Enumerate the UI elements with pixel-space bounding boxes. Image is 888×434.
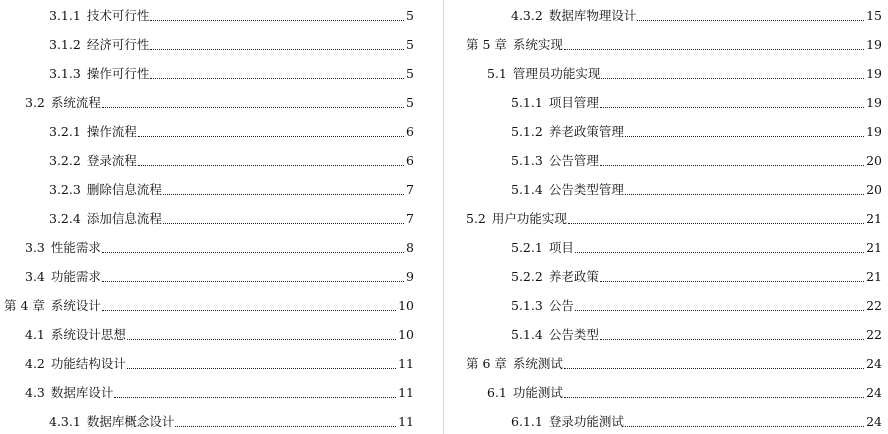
toc-entry-page: 5	[406, 66, 414, 81]
toc-entry-title: 登录功能测试	[548, 414, 624, 429]
toc-entry-page: 15	[866, 8, 882, 23]
toc-entry[interactable]	[25, 265, 414, 285]
toc-leader-dots	[138, 135, 404, 137]
toc-entry-page: 10	[398, 298, 414, 313]
toc-entry-title: 添加信息流程	[86, 211, 162, 226]
toc-entry-page: 19	[866, 124, 882, 139]
toc-entry-number: 3.1.3	[49, 66, 81, 81]
toc-leader-dots	[637, 19, 864, 21]
toc-entry[interactable]	[49, 120, 414, 140]
toc-leader-dots	[138, 164, 404, 166]
toc-leader-dots	[564, 396, 864, 398]
toc-entry-number: 第 6 章	[466, 356, 507, 371]
toc-entry-title: 系统流程	[50, 95, 101, 110]
toc-entry-title: 技术可行性	[86, 8, 150, 23]
toc-leader-dots	[600, 164, 864, 166]
toc-entry-number: 5.1.1	[511, 95, 543, 110]
toc-leader-dots	[150, 48, 404, 50]
toc-entry[interactable]	[511, 294, 882, 314]
toc-entry-number: 5.1.3	[511, 153, 543, 168]
toc-entry-page: 10	[398, 327, 414, 342]
toc-entry-number: 3.2.2	[49, 153, 81, 168]
toc-entry-number: 5.2	[466, 211, 486, 226]
toc-leader-dots	[600, 280, 864, 282]
toc-entry-title: 操作可行性	[86, 66, 150, 81]
toc-entry-title: 公告	[548, 298, 574, 313]
toc-entry-page: 24	[866, 414, 882, 429]
toc-entry-number: 6.1	[487, 385, 507, 400]
toc-entry-title: 项目	[548, 240, 574, 255]
toc-entry-page: 9	[406, 269, 414, 284]
toc-entry-title: 数据库设计	[50, 385, 114, 400]
toc-entry-title: 登录流程	[86, 153, 137, 168]
toc-entry[interactable]	[487, 62, 882, 82]
toc-entry-page: 7	[406, 211, 414, 226]
toc-entry[interactable]	[511, 149, 882, 169]
toc-entry-title: 经济可行性	[86, 37, 150, 52]
toc-entry-number: 5.2.1	[511, 240, 543, 255]
toc-entry-number: 第 4 章	[4, 298, 45, 313]
toc-entry-page: 22	[866, 327, 882, 342]
toc-entry-page: 6	[406, 124, 414, 139]
toc-entry-number: 5.1	[487, 66, 507, 81]
toc-entry-title: 管理员功能实现	[512, 66, 601, 81]
toc-entry[interactable]	[49, 207, 414, 227]
toc-entry-number: 3.2.4	[49, 211, 81, 226]
toc-entry[interactable]	[25, 381, 414, 401]
toc-leader-dots	[114, 396, 396, 398]
toc-entry[interactable]	[49, 62, 414, 82]
toc-leader-dots	[175, 425, 396, 427]
toc-entry-title: 系统设计思想	[50, 327, 126, 342]
toc-entry-page: 24	[866, 385, 882, 400]
toc-entry[interactable]	[511, 265, 882, 285]
toc-entry-page: 20	[866, 153, 882, 168]
toc-entry-page: 19	[866, 95, 882, 110]
toc-entry-page: 11	[398, 385, 414, 400]
toc-entry[interactable]	[511, 4, 882, 24]
toc-entry[interactable]	[25, 236, 414, 256]
toc-entry-title: 用户功能实现	[491, 211, 567, 226]
toc-entry-number: 4.3	[25, 385, 45, 400]
toc-entry-page: 22	[866, 298, 882, 313]
toc-entry-page: 21	[866, 269, 882, 284]
toc-leader-dots	[150, 77, 404, 79]
toc-entry-number: 5.1.4	[511, 327, 543, 342]
toc-entry[interactable]	[49, 410, 414, 430]
toc-entry-title: 系统测试	[512, 356, 563, 371]
toc-entry-title: 系统设计	[50, 298, 101, 313]
toc-entry[interactable]	[49, 4, 414, 24]
toc-entry[interactable]	[25, 323, 414, 343]
toc-entry-page: 11	[398, 356, 414, 371]
toc-entry-number: 3.4	[25, 269, 45, 284]
toc-leader-dots	[601, 77, 864, 79]
toc-entry[interactable]	[49, 33, 414, 53]
toc-entry-number: 3.2.3	[49, 182, 81, 197]
toc-entry-number: 3.1.1	[49, 8, 81, 23]
toc-entry[interactable]	[511, 91, 882, 111]
toc-entry-page: 11	[398, 414, 414, 429]
toc-entry-title: 删除信息流程	[86, 182, 162, 197]
toc-leader-dots	[127, 338, 396, 340]
toc-entry-title: 功能结构设计	[50, 356, 126, 371]
toc-entry-title: 功能需求	[50, 269, 101, 284]
toc-leader-dots	[564, 48, 864, 50]
toc-entry-page: 5	[406, 37, 414, 52]
toc-entry-page: 5	[406, 95, 414, 110]
toc-entry[interactable]	[511, 236, 882, 256]
toc-entry-number: 3.2	[25, 95, 45, 110]
toc-entry[interactable]	[511, 410, 882, 430]
toc-entry[interactable]	[466, 33, 882, 53]
toc-entry-number: 第 5 章	[466, 37, 507, 52]
toc-entry-title: 数据库概念设计	[86, 414, 175, 429]
toc-left-column	[0, 0, 420, 434]
toc-entry-page: 6	[406, 153, 414, 168]
toc-entry-number: 5.1.4	[511, 182, 543, 197]
toc-leader-dots	[102, 309, 396, 311]
toc-entry-number: 3.3	[25, 240, 45, 255]
toc-leader-dots	[575, 251, 864, 253]
toc-entry[interactable]	[487, 381, 882, 401]
toc-leader-dots	[625, 193, 864, 195]
toc-entry-number: 4.1	[25, 327, 45, 342]
toc-leader-dots	[127, 367, 396, 369]
toc-entry-title: 公告类型管理	[548, 182, 624, 197]
toc-entry-number: 5.2.2	[511, 269, 543, 284]
toc-entry-number: 3.2.1	[49, 124, 81, 139]
toc-entry-title: 项目管理	[548, 95, 599, 110]
toc-entry[interactable]	[49, 178, 414, 198]
toc-entry[interactable]	[4, 294, 414, 314]
toc-entry-page: 19	[866, 37, 882, 52]
toc-entry-number: 6.1.1	[511, 414, 543, 429]
toc-entry-page: 21	[866, 211, 882, 226]
toc-entry-title: 公告类型	[548, 327, 599, 342]
toc-entry-title: 养老政策	[548, 269, 599, 284]
toc-entry[interactable]	[511, 178, 882, 198]
toc-entry-title: 性能需求	[50, 240, 101, 255]
toc-leader-dots	[625, 135, 864, 137]
toc-entry-page: 19	[866, 66, 882, 81]
toc-entry[interactable]	[466, 352, 882, 372]
toc-leader-dots	[150, 19, 404, 21]
toc-entry-title: 养老政策管理	[548, 124, 624, 139]
toc-entry-number: 5.1.2	[511, 124, 543, 139]
toc-leader-dots	[163, 193, 404, 195]
toc-right-column	[462, 0, 888, 434]
toc-entry-number: 4.3.2	[511, 8, 543, 23]
toc-leader-dots	[564, 367, 864, 369]
toc-entry-number: 5.1.3	[511, 298, 543, 313]
toc-entry-page: 21	[866, 240, 882, 255]
toc-leader-dots	[575, 309, 864, 311]
toc-entry-number: 4.3.1	[49, 414, 81, 429]
toc-entry-page: 24	[866, 356, 882, 371]
toc-leader-dots	[102, 106, 404, 108]
toc-entry-title: 公告管理	[548, 153, 599, 168]
toc-leader-dots	[625, 425, 864, 427]
toc-leader-dots	[102, 251, 404, 253]
toc-entry-number: 3.1.2	[49, 37, 81, 52]
toc-entry-page: 20	[866, 182, 882, 197]
toc-entry-title: 数据库物理设计	[548, 8, 637, 23]
toc-entry-number: 4.2	[25, 356, 45, 371]
toc-leader-dots	[568, 222, 864, 224]
toc-entry-page: 8	[406, 240, 414, 255]
toc-leader-dots	[600, 106, 864, 108]
toc-entry[interactable]	[25, 352, 414, 372]
toc-leader-dots	[102, 280, 404, 282]
toc-leader-dots	[600, 338, 864, 340]
toc-entry[interactable]	[511, 323, 882, 343]
toc-entry[interactable]	[25, 91, 414, 111]
toc-entry[interactable]	[466, 207, 882, 227]
toc-entry-title: 系统实现	[512, 37, 563, 52]
column-divider	[443, 0, 444, 434]
toc-leader-dots	[163, 222, 404, 224]
toc-entry-page: 5	[406, 8, 414, 23]
toc-entry-title: 操作流程	[86, 124, 137, 139]
toc-entry[interactable]	[49, 149, 414, 169]
toc-entry-title: 功能测试	[512, 385, 563, 400]
toc-entry[interactable]	[511, 120, 882, 140]
toc-entry-page: 7	[406, 182, 414, 197]
